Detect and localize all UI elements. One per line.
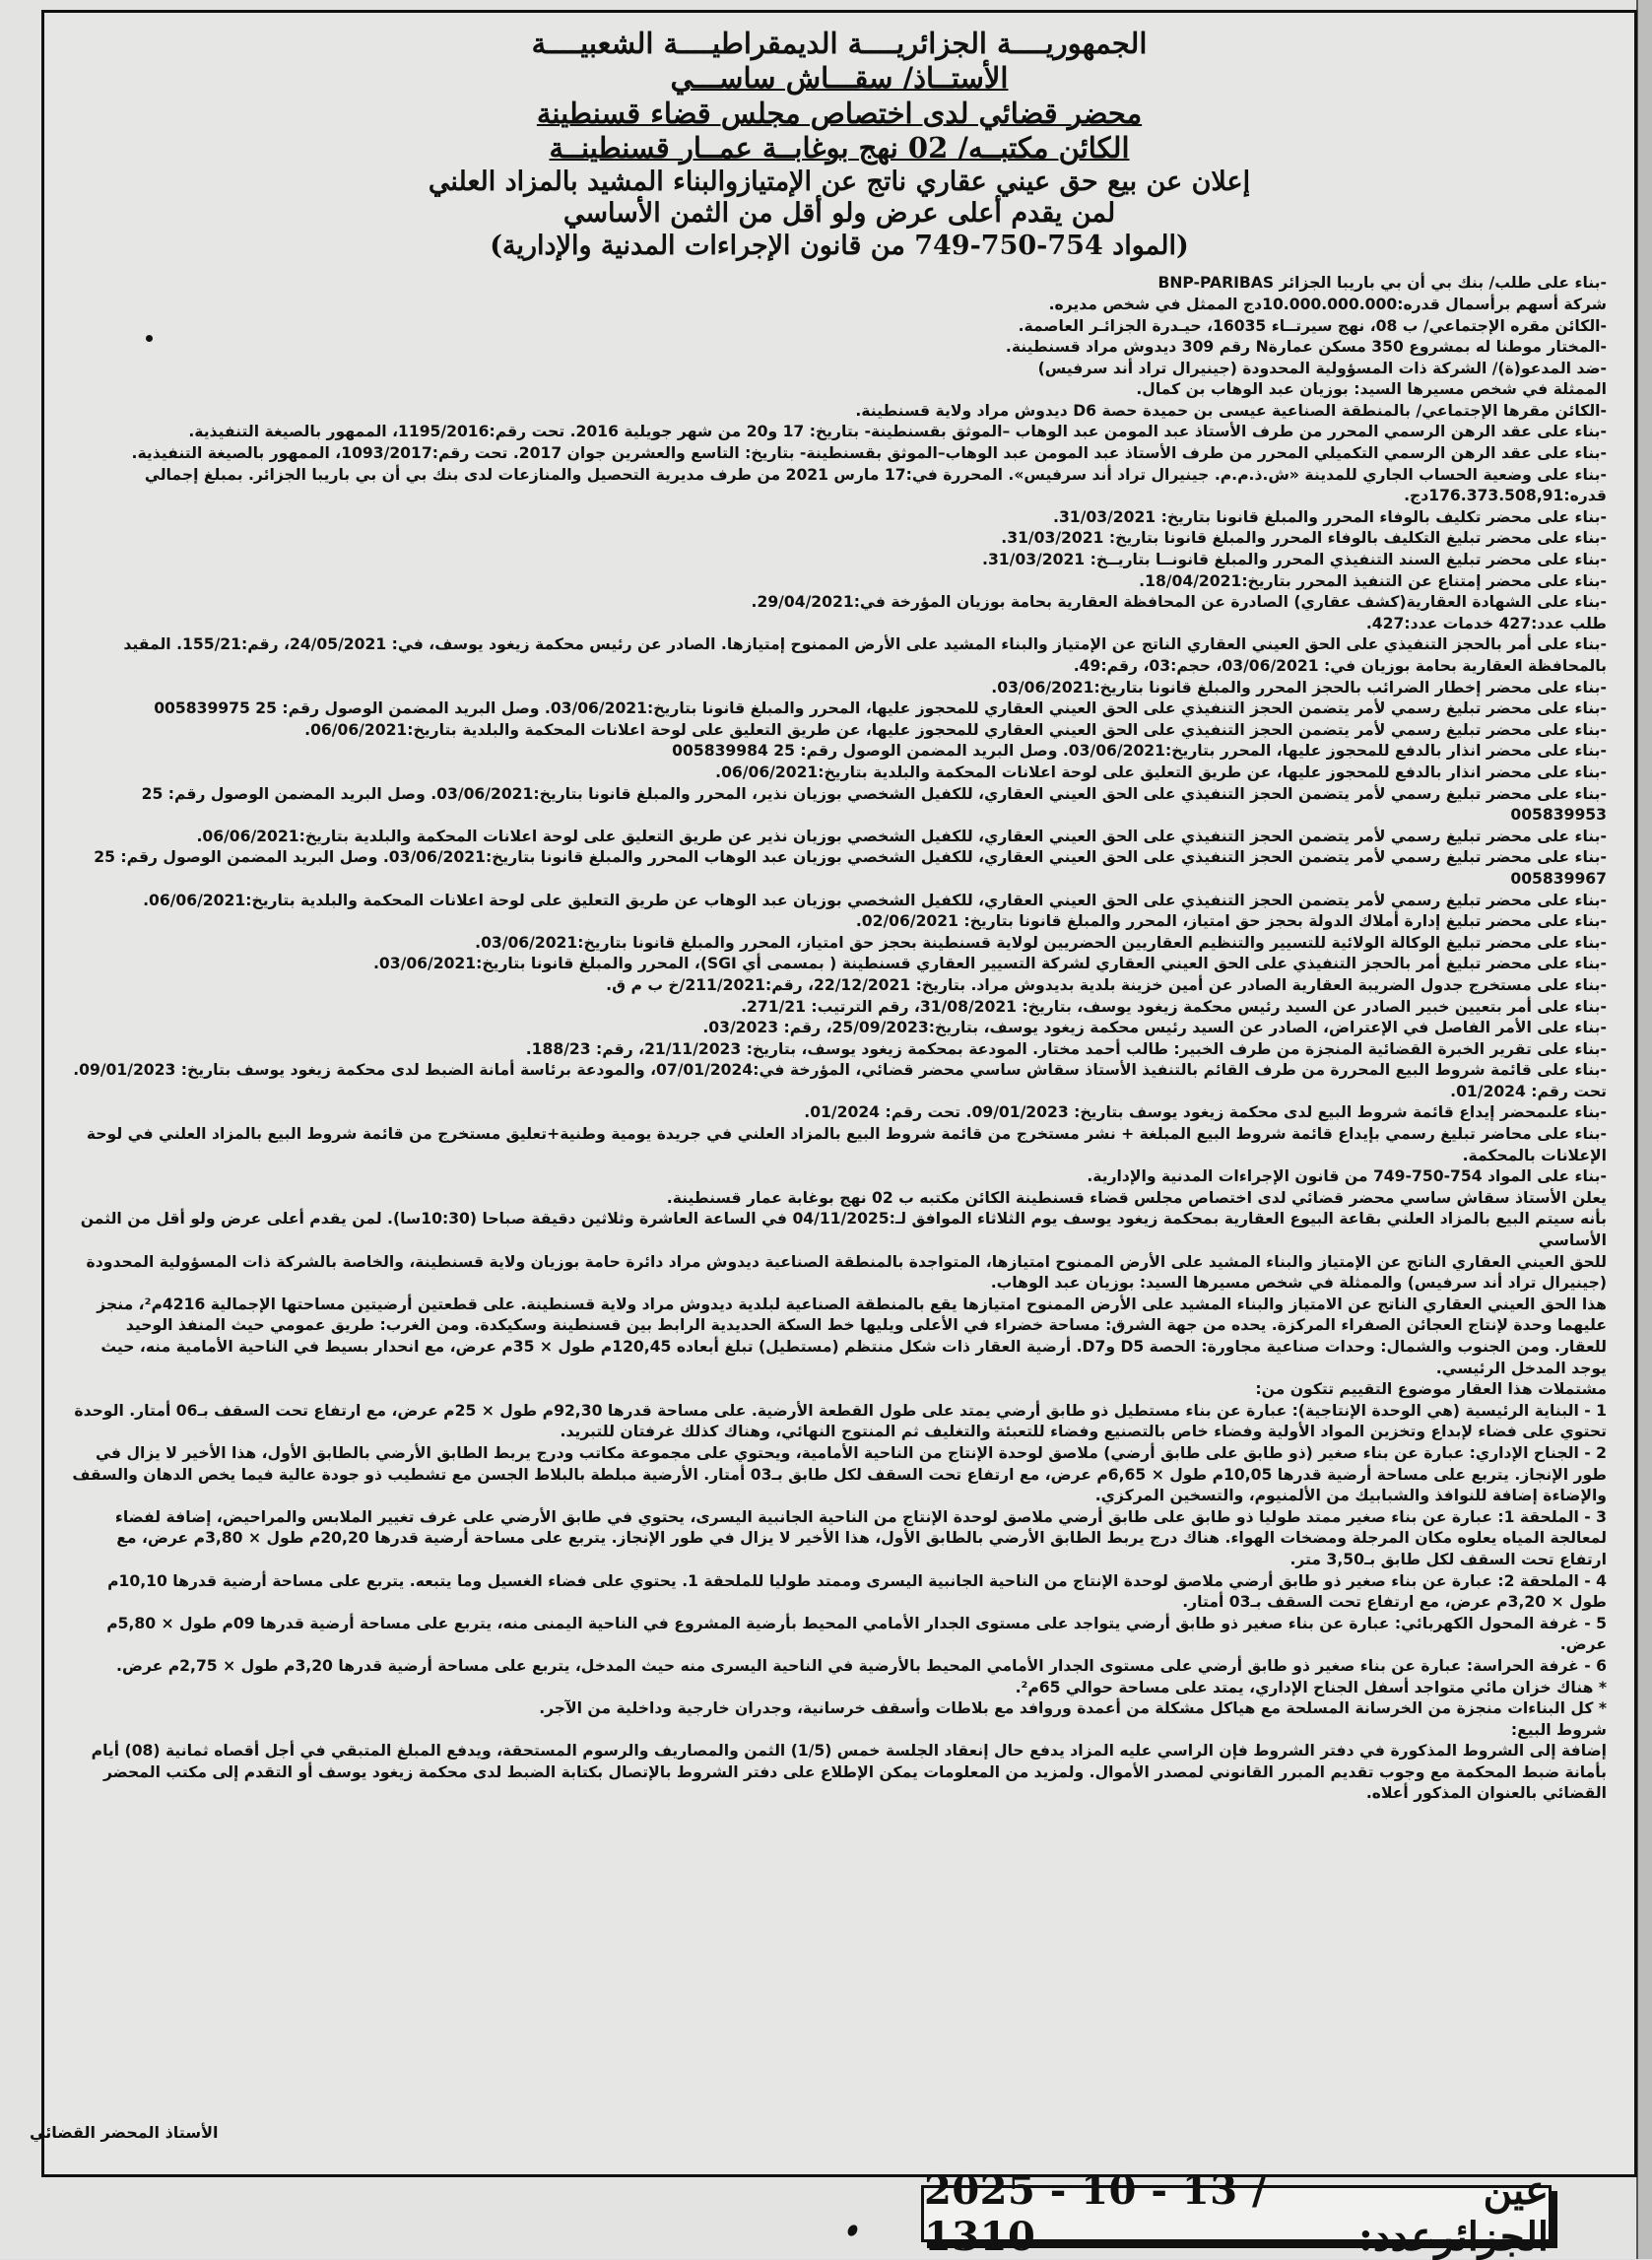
body-paragraph: -بناء على عقد الرهن الرسمي التكميلي المحرر من طرف الأستاذ عبد المومن عبد الوهاب–الموثق بقسنطينة- بتاريخ: التاسع والعشرين جوان 2017. تحت رقم:1093/2017، الممهور بالصيغة التنفيذية. xyxy=(131,444,1607,463)
header-legal-articles: (المواد 754-750-749 من قانون الإجراءات المدنية والإدارية) xyxy=(490,231,1189,262)
body-paragraph: 1 - البناية الرئيسية (هي الوحدة الإنتاجية): عبارة عن بناء مستطيل ذو طابق أرضي يمتد على طول القطعة الأرضية. على مساحة قدرها 92,30م طول × 25م عرض، مع ارتفاع تحت السقف بـ06 أمتار. الوحدة تحتوي على فضاء لإبداع وتخزين المواد الأولية وفضاء خاص بالتصنيع وفضاء للتعبئة والتغليف ثم المنتوج النهائي، وهناك كذلك غرفتان للتبريد. xyxy=(74,1401,1607,1441)
signature-line: الأستاذ المحضر القضائي xyxy=(30,2123,219,2142)
ink-speck xyxy=(846,2224,860,2238)
body-paragraph: -بناء على مستخرج جدول الضريبة العقارية الصادر عن أمين خزينة بلدية بديدوش مراد. بتاريخ: 22/12/2021، رقم:211/2021/خ ب م ق. xyxy=(606,975,1607,994)
body-paragraph: -بناء على محضر تبليغ أمر بالحجز التنفيذي على الحق العيني العقاري لشركة التسيير العقاري قسنطينة ( بمسمى أي SGI)، المحرر والمبلغ قانونا بتاريخ:03/06/2021. xyxy=(372,955,1607,973)
body-paragraph: إضافة إلى الشروط المذكورة في دفتر الشروط فإن الراسي عليه المزاد يدفع حال إنعقاد الجلسة خمس (1/5) الثمن والمصاريف والرسوم المستحقة، ويدفع المبلغ المتبقي في أجل أقصاه ثمانية (08) أيام بأمانة ضبط المحكمة مع وجوب تقديم المبرر القانوني لمصدر الأموال. ولمزيد من المعلومات يمكن الإطلاع على دفتر الشروط بالإتصال بكتابة الضبط لدى محكمة زيغود يوسف أو التقدم إلى مكتب المحضر القضائي بالعنوان المذكور أعلاه. xyxy=(91,1742,1607,1803)
body-paragraph: -بناء على الشهادة العقارية(كشف عقاري) الصادرة عن المحافظة العقارية بحامة بوزيان المؤرخة في:29/04/2021. xyxy=(751,593,1607,612)
body-paragraph: -بناء على محاضر تبليغ رسمي بإيداع قائمة شروط البيع المبلغة + نشر مستخرج من قائمة شروط البيع بالمزاد العلني في جريدة يومية وطنية+تعليق مستخرج من قائمة شروط البيع بالمزاد العلني في لوحة الإعلانات بالمحكمة. xyxy=(86,1125,1607,1164)
body-paragraph: -بناء على تقرير الخبرة القضائية المنجزة من طرف الخبير: طالب أحمد مختار. المودعة بمحكمة زيغود يوسف، بتاريخ: 21/11/2023، رقم: 188/23. xyxy=(525,1039,1607,1058)
body-paragraph: يعلن الأستاذ سقاش ساسي محضر قضائي لدى اختصاص مجلس قضاء قسنطينة الكائن مكتبه ب 02 نهج بوغابة عمار قسنطينة. xyxy=(666,1188,1607,1207)
body-paragraph: -بناء على محضر تبليغ الوكالة الولائية للتسيير والتنظيم العقاريين الحضريين لولاية قسنطينة بحجز حق امتياز، المحرر والمبلغ قانونا بتاريخ:03/06/2021. xyxy=(475,933,1607,952)
body-paragraph: -بناء على محضر إمتناع عن التنفيذ المحرر بتاريخ:18/04/2021. xyxy=(1139,571,1607,590)
header-office-address: الكائن مكتبــه/ 02 نهج بوغابــة عمــار قسنطينــة xyxy=(549,131,1130,166)
body-paragraph: -بناء على عقد الرهن الرسمي المحرر من طرف الأستاذ عبد المومن عبد الوهاب –الموثق بقسنطينة- بتاريخ: 17 و20 من شهر جويلية 2016. تحت رقم:1195/2016، الممهور بالصيغة التنفيذية. xyxy=(188,423,1607,441)
body-paragraph: -المختار موطنا له بمشروع 350 مسكن عمارةN رقم 309 ديدوش مراد قسنطينة. xyxy=(1005,338,1607,357)
body-paragraph: -بناء على أمر بتعيين خبير الصادر عن السيد رئيس محكمة زيغود يوسف، بتاريخ: 31/08/2021، رقم الترتيب: 271/21. xyxy=(741,997,1607,1016)
body-paragraph: 5 - غرفة المحول الكهربائي: عبارة عن بناء صغير ذو طابق أرضي يتواجد على مستوى الجدار الأمامي المحيط بأرضية المشروع في الناحية اليمنى منه، يتربع على مساحة أرضية قدرها 09م طول × 5,80م عرض. xyxy=(106,1614,1607,1654)
publication-label: عين الجزائرعدد: xyxy=(1358,2167,1549,2260)
publication-stamp xyxy=(921,2167,1552,2260)
body-paragraph: -بناء على محضر تبليغ رسمي لأمر يتضمن الحجز التنفيذي على الحق العيني العقاري للمحجوز عليها، المحرر والمبلغ قانونا بتاريخ:03/06/2021. وصل البريد المضمن الوصول رقم: 25 005839975 xyxy=(154,699,1607,718)
body-paragraph: للحق العيني العقاري الناتج عن الإمتياز والبناء المشيد على الأرض الممنوح امتيازها، المتواجدة بالمنطقة الصناعية ديدوش مراد دائرة حامة بوزيان ولاية قسنطينة، والخاصة بالشركة ذات المسؤولية المحدودة (جينيرال تراد أند سرفيس) والممثلة في شخص مسيرها السيد: بوزيان عبد الوهاب. xyxy=(86,1252,1607,1293)
header-bailiff-title: محضر قضائي لدى اختصاص مجلس قضاء قسنطينة xyxy=(536,96,1143,130)
body-paragraph: -بناء على محضر إخطار الضرائب بالحجز المحرر والمبلغ قانونا بتاريخ:03/06/2021. xyxy=(991,678,1607,697)
body-paragraph: 6 - غرفة الحراسة: عبارة عن بناء صغير ذو طابق أرضي على مستوى الجدار الأمامي المحيط بالأرضية في الناحية اليسرى منه حيث المدخل، يتربع على مساحة أرضية قدرها 3,20م طول × 2,75م عرض. xyxy=(116,1656,1607,1675)
notice-header xyxy=(44,13,1634,263)
body-paragraph: -بناء على محضر تبليغ رسمي لأمر يتضمن الحجز التنفيذي على الحق العيني العقاري للمحجوز عليها، عن طريق التعليق على لوحة اعلانات المحكمة والبلدية بتاريخ:06/06/2021. xyxy=(304,720,1607,739)
body-paragraph: -بناء على محضر تبليغ رسمي لأمر يتضمن الحجز التنفيذي على الحق العيني العقاري، للكفيل الشخصي بوزيان نذير، المحرر والمبلغ قانونا بتاريخ:03/06/2021. وصل البريد المضمن الوصول رقم: 25 005839953 xyxy=(141,784,1607,825)
body-paragraph: -بناء على محضر تبليغ رسمي لأمر يتضمن الحجز التنفيذي على الحق العيني العقاري، للكفيل الشخصي بوزيان عبد الوهاب عن طريق التعليق على لوحة اعلانات المحكمة والبلدية بتاريخ:06/06/2021. xyxy=(143,891,1607,909)
page-edge xyxy=(1636,0,1652,2259)
body-paragraph: -بناء على محضر تبليغ إدارة أملاك الدولة بحجز حق امتياز، المحرر والمبلغ قانونا بتاريخ: 02/06/2021. xyxy=(855,912,1607,931)
notice-body xyxy=(44,263,1634,1805)
header-bailiff-name: الأستــاذ/ سقـــاش ساســـي xyxy=(670,61,1009,96)
body-paragraph: -بناء على طلب/ بنك بي أن بي باريبا الجزائر BNP-PARIBAS xyxy=(1157,274,1607,293)
body-paragraph: -بناء على الأمر الفاصل في الإعتراض، الصادر عن السيد رئيس محكمة زيغود يوسف، بتاريخ:25/09/2023، رقم: 03/2023. xyxy=(702,1019,1607,1037)
body-paragraph: شروط البيع: xyxy=(1510,1720,1607,1739)
body-paragraph: 4 - الملحقة 2: عبارة عن بناء صغير ذو طابق أرضي ملاصق لوحدة الإنتاج من الناحية الجانبية اليسرى وممتد طوليا للملحقة 1. يحتوي على فضاء الغسيل وما يتبعه. يتربع على مساحة أرضية قدرها 10,10م طول × 3,20م عرض، مع ارتفاع تحت السقف بـ03 أمتار. xyxy=(107,1571,1607,1612)
body-paragraph: -بناء على محضر تبليغ التكليف بالوفاء المحرر والمبلغ قانونا بتاريخ: 31/03/2021. xyxy=(1001,529,1607,548)
body-paragraph: -بناء على محضر انذار بالدفع للمحجوز عليها، المحرر بتاريخ:03/06/2021. وصل البريد المضمن الوصول رقم: 25 005839984 xyxy=(672,742,1607,761)
body-paragraph: الممثلة في شخص مسيرها السيد: بوزيان عبد الوهاب بن كمال. xyxy=(1136,380,1607,399)
body-paragraph: 3 - الملحقة 1: عبارة عن بناء صغير ممتد طوليا ذو طابق على طابق أرضي ملاصق لوحدة الإنتاج من الناحية الجانبية اليسرى، يحتوي في طابق الأرضي على غرف تغيير الملابس والمراحيض، إضافة لفضاء لمعالجة المياه يعلوه مكان المرجلة ومضخات الهواء. هناك درج يربط الطابق الأرضي بالطابق الأول، هذا الأخير لا يزال في طور الإنجاز. يتربع على مساحة أرضية قدرها 20,20م طول × 3,80م عرض، مع ارتفاع تحت السقف لكل طابق بـ3,50 متر. xyxy=(114,1507,1607,1568)
body-paragraph: طلب عدد:427 خدمات عدد:427. xyxy=(1365,614,1607,632)
body-paragraph: هذا الحق العيني العقاري الناتج عن الامتياز والبناء المشيد على الأرض الممنوح امتيازها يقع بالمنطقة الصناعية لبلدية ديدوش مراد ولاية قسنطينة. على قطعتين أرضيتين مساحتها الإجمالية 4216م²، منجز عليهما وحدة لإنتاج العجائن الصفراء المركزة. يحده من جهة الشرق: مساحة خضراء في الأعلى ويليها خط السكة الحديدية الرابط بين قسنطينة وسكيكدة. ومن الغرب: طريق عمومي حيث المنفذ الوحيد للعقار. ومن الجنوب والشمال: وحدات صناعية مجاورة: الحصة D5 وD7. أرضية العقار ذات شكل منتظم (مستطيل) تبلغ أبعاده 120,45م طول × 35م عرض، مع انحدار بسيط في الناحية الأمامية منه، حيث يوجد المدخل الرئيسي. xyxy=(97,1295,1607,1377)
body-paragraph: 2 - الجناح الإداري: عبارة عن بناء صغير (ذو طابق على طابق أرضي) ملاصق لوحدة الإنتاج من الناحية الأمامية، ويحتوي على مجموعة مكاتب ودرج يربط الطابق الأرضي بالطابق الأول، هذا الأخير لا يزال في طور الإنجاز. يتربع على مساحة أرضية قدرها 10,05م طول × 6,65م عرض، مع ارتفاع تحت السقف لكل طابق بـ03 أمتار. الأرضية مبلطة بالبلاط الجسن مع تشطيب ذو جودة عالية فيما يخص الدهان والسقف والإضاءة إضافة للنوافذ والشبابيك من الألمنيوم، والتسخين المركزي. xyxy=(72,1443,1607,1505)
body-paragraph: -بناء على أمر بالحجز التنفيذي على الحق العيني العقاري الناتج عن الإمتياز والبناء المشيد على الأرض الممنوح إمتيازها. الصادر عن رئيس محكمة زيغود يوسف، في: 24/05/2021، رقم:155/21. المقيد بالمحافظة العقارية بحامة بوزيان في: 03/06/2021، حجم:03، رقم:49. xyxy=(123,635,1607,675)
body-paragraph: بأنه سيتم البيع بالمزاد العلني بقاعة البيوع العقارية بمحكمة زيغود يوسف يوم الثلاثاء الموافق لـ:04/11/2025 في الساعة العاشرة وثلاثين دقيقة صباحا (10:30سا). لمن يقدم أعلى عرض ولو أقل من الثمن الأساسي xyxy=(80,1210,1607,1250)
body-paragraph: -بناء على محضر تكليف بالوفاء المحرر والمبلغ قانونا بتاريخ: 31/03/2021. xyxy=(1053,507,1607,526)
notice-frame xyxy=(41,10,1637,2177)
body-paragraph: -بناء على محضر تبليغ رسمي لأمر يتضمن الحجز التنفيذي على الحق العيني العقاري، للكفيل الشخصي بوزيان نذير عن طريق التعليق على لوحة اعلانات المحكمة والبلدية بتاريخ:06/06/2021. xyxy=(196,827,1607,845)
ink-speck xyxy=(146,335,153,342)
body-paragraph: -بناء على محضر تبليغ السند التنفيذي المحرر والمبلغ قانونــا بتاريــخ: 31/03/2021. xyxy=(982,551,1607,569)
body-paragraph: * كل البناءات منجزة من الخرسانة المسلحة مع هياكل مشكلة من أعمدة وروافد مع بلاطات وأسقف خرسانية، وجدران خارجية وداخلية من الآجر. xyxy=(539,1699,1607,1718)
header-sale-title: إعلان عن بيع حق عيني عقاري ناتج عن الإمتيازوالبناء المشيد بالمزاد العلني xyxy=(428,166,1251,197)
body-paragraph: مشتملات هذا العقار موضوع التقييم تتكون من: xyxy=(1255,1380,1607,1399)
body-paragraph: -بناء على وضعية الحساب الجاري للمدينة «ش.ذ.م.م. جينيرال تراد أند سرفيس». المحررة في:17 مارس 2021 من طرف مديرية التحصيل والمنازعات لدى بنك بي أن بي باريبا الجزائر. بمبلغ إجمالي قدره:176.373.508,91دج. xyxy=(144,465,1607,505)
body-paragraph: -ضد المدعو(ة)/ الشركة ذات المسؤولية المحدودة (جينيرال تراد أند سرفيس) xyxy=(1037,359,1607,377)
body-paragraph: -بناء علىمحضر إيداع قائمة شروط البيع لدى محكمة زيغود يوسف بتاريخ: 09/01/2023. تحت رقم: 01/2024. xyxy=(804,1103,1607,1122)
header-republic: الجمهوريــــة الجزائريــــة الديمقراطيــــة الشعبيــــة xyxy=(531,27,1148,60)
body-paragraph: -الكائن مقرها الإجتماعي/ بالمنطقة الصناعية عيسى بن حميدة حصة D6 ديدوش مراد ولاية قسنطينة. xyxy=(855,401,1607,420)
body-paragraph: -بناء على المواد 754-750-749 من قانون الإجراءات المدنية والإدارية. xyxy=(1087,1167,1607,1186)
body-paragraph: * هناك خزان مائي متواجد أسفل الجناح الإداري، يمتد على مساحة حوالي 65م². xyxy=(1015,1678,1607,1696)
body-paragraph: -بناء على قائمة شروط البيع المحررة من طرف القائم بالتنفيذ الأستاذ سقاش ساسي محضر قضائي، المؤرخة في:07/01/2024، والمودعة برئاسة أمانة الضبط لدى محكمة زيغود يوسف بتاريخ: 09/01/2023. تحت رقم: 01/2024. xyxy=(73,1061,1607,1100)
body-paragraph: شركة أسهم برأسمال قدره:10.000.000.000دج الممثل في شخص مديره. xyxy=(1048,295,1607,313)
header-sale-subtitle: لمن يقدم أعلى عرض ولو أقل من الثمن الأساسي xyxy=(562,198,1116,230)
body-paragraph: -بناء على محضر تبليغ رسمي لأمر يتضمن الحجز التنفيذي على الحق العيني العقاري، للكفيل الشخصي بوزيان عبد الوهاب المحرر والمبلغ قانونا بتاريخ:03/06/2021. وصل البريد المضمن الوصول رقم: 25 005839967 xyxy=(94,848,1607,888)
publication-number: 2025 - 10 - 13 / 1310 xyxy=(924,2167,1268,2260)
body-paragraph: -بناء على محضر انذار بالدفع للمحجوز عليها، عن طريق التعليق على لوحة اعلانات المحكمة والبلدية بتاريخ:06/06/2021. xyxy=(715,763,1607,781)
body-paragraph: -الكائن مقره الإجتماعي/ ب 08، نهج سيرتــاء 16035، حيـدرة الجزائـر العاصمة. xyxy=(1018,316,1607,335)
